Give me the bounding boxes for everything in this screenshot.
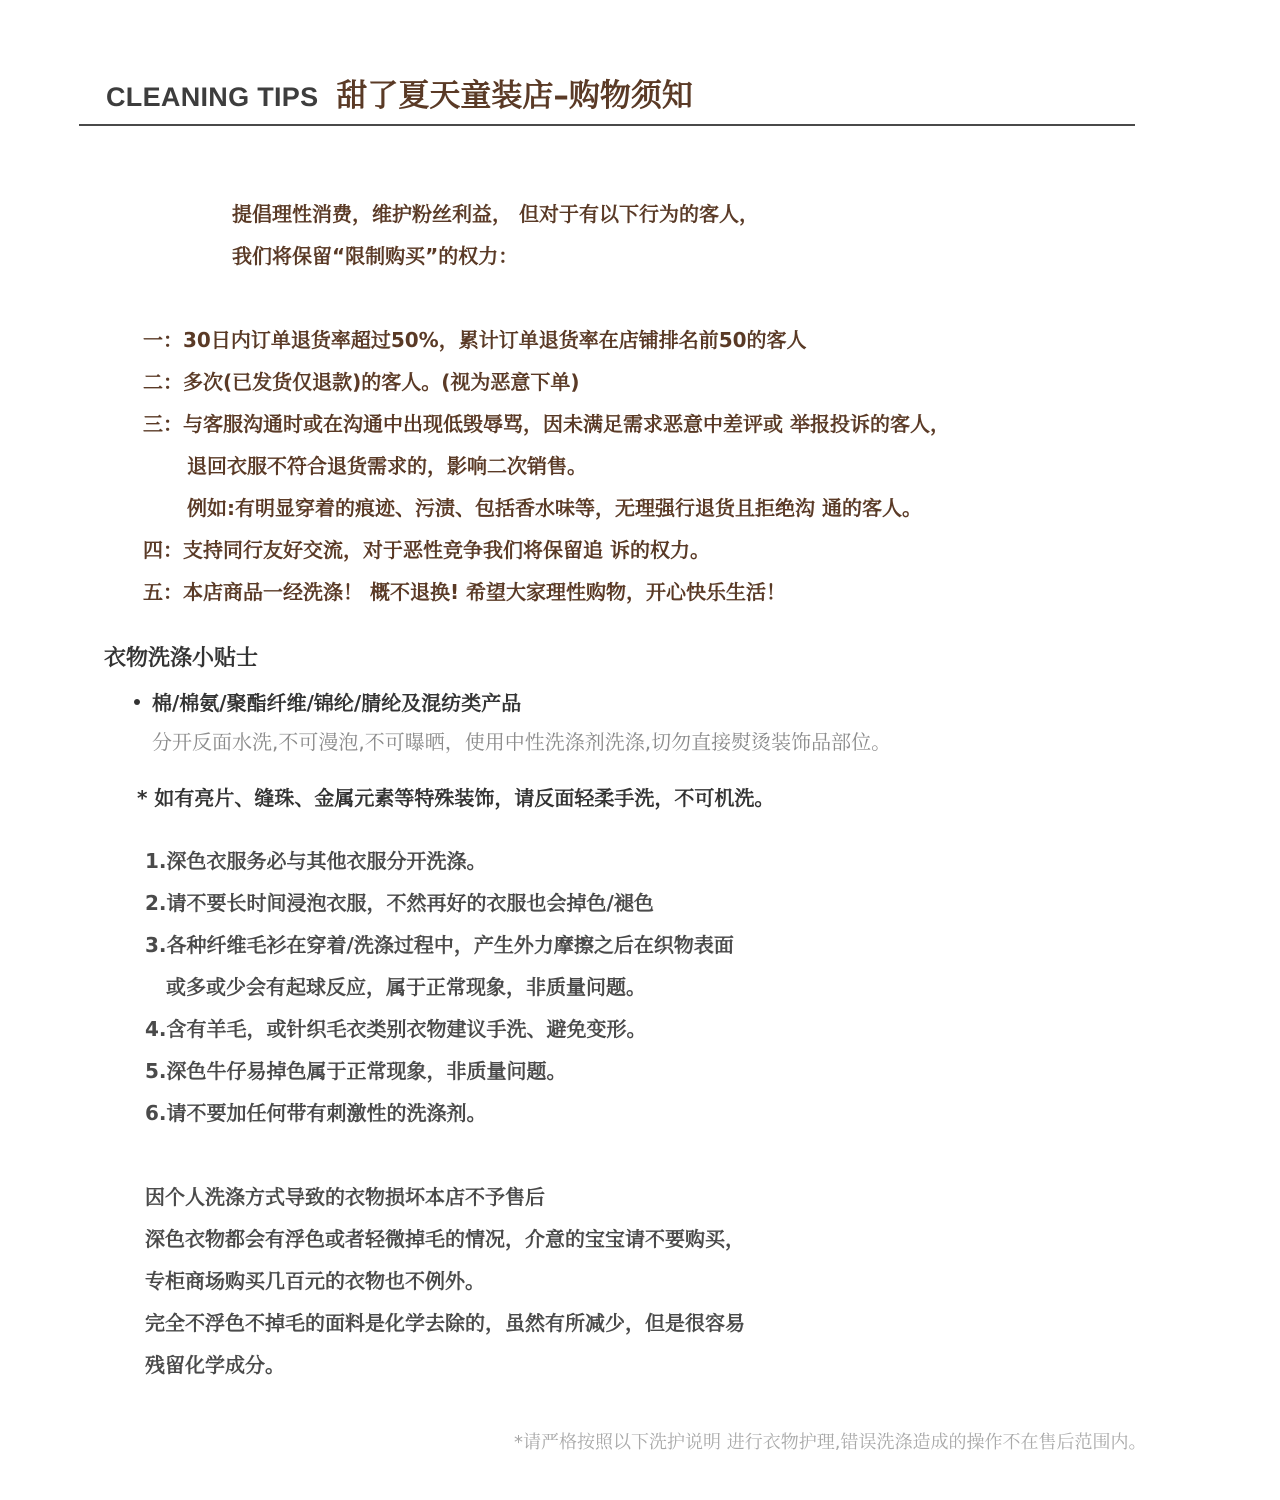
rule-1: 一：30日内订单退货率超过50%，累计订单退货率在店铺排名前50的客人 xyxy=(143,328,807,352)
rule-3-example: 例如:有明显穿着的痕迹、污渍、包括香水味等，无理强行退货且拒绝沟 通的客人。 xyxy=(187,496,922,520)
intro-line-1: 提倡理性消费，维护粉丝利益， 但对于有以下行为的客人， xyxy=(232,202,759,226)
fabric-description: 分开反面水洗,不可漫泡,不可曝晒，使用中性洗涤剂洗涤,切勿直接熨烫装饰品部位。 xyxy=(152,730,892,754)
header-divider xyxy=(79,124,1135,126)
rule-3-continued: 退回衣服不符合退货需求的，影响二次销售。 xyxy=(187,454,587,478)
header-chinese-title: 甜了夏天童装店–购物须知 xyxy=(336,78,693,114)
disclaimer-line-1: 因个人洗涤方式导致的衣物损坏本店不予售后 xyxy=(145,1185,545,1209)
disclaimer-line-2: 深色衣物都会有浮色或者轻微掉毛的情况，介意的宝宝请不要购买， xyxy=(145,1227,745,1251)
disclaimer-line-3: 专柜商场购买几百元的衣物也不例外。 xyxy=(145,1269,485,1293)
special-decoration-note: * 如有亮片、缝珠、金属元素等特殊装饰，请反面轻柔手洗，不可机洗。 xyxy=(137,786,775,810)
tip-5: 5.深色牛仔易掉色属于正常现象，非质量问题。 xyxy=(145,1059,567,1083)
disclaimer-line-4: 完全不浮色不掉毛的面料是化学去除的，虽然有所减少，但是很容易 xyxy=(145,1311,745,1335)
rule-4: 四：支持同行友好交流，对于恶性竞争我们将保留追 诉的权力。 xyxy=(143,538,710,562)
tip-2: 2.请不要长时间浸泡衣服，不然再好的衣服也会掉色/褪色 xyxy=(145,891,654,915)
tip-1: 1.深色衣服务必与其他衣服分开洗涤。 xyxy=(145,849,487,873)
footnote: *请严格按照以下洗护说明 进行衣物护理,错误洗涤造成的操作不在售后范围内。 xyxy=(514,1432,1147,1453)
header-english-title: CLEANING TIPS xyxy=(106,82,319,112)
tip-6: 6.请不要加任何带有刺激性的洗涤剂。 xyxy=(145,1101,487,1125)
rule-5: 五：本店商品一经洗涤！ 概不退换! 希望大家理性购物，开心快乐生活！ xyxy=(143,580,787,604)
rule-3: 三：与客服沟通时或在沟通中出现低毁辱骂，因未满足需求恶意中差评或 举报投诉的客人， xyxy=(143,412,950,436)
tip-3: 3.各种纤维毛衫在穿着/洗涤过程中，产生外力摩擦之后在织物表面 xyxy=(145,933,734,957)
tip-3-continued: 或多或少会有起球反应，属于正常现象，非质量问题。 xyxy=(166,975,646,999)
fabric-heading: 棉/棉氨/聚酯纤维/锦纶/腈纶及混纺类产品 xyxy=(152,691,522,715)
bullet-icon xyxy=(134,699,140,705)
washing-tips-title: 衣物洗涤小贴士 xyxy=(104,646,259,671)
rule-2: 二：多次(已发货仅退款)的客人。(视为恶意下单) xyxy=(143,370,580,394)
page-header xyxy=(106,70,693,114)
tip-4: 4.含有羊毛，或针织毛衣类别衣物建议手洗、避免变形。 xyxy=(145,1017,647,1041)
disclaimer-line-5: 残留化学成分。 xyxy=(145,1353,285,1377)
intro-line-2: 我们将保留“限制购买”的权力： xyxy=(232,244,519,268)
